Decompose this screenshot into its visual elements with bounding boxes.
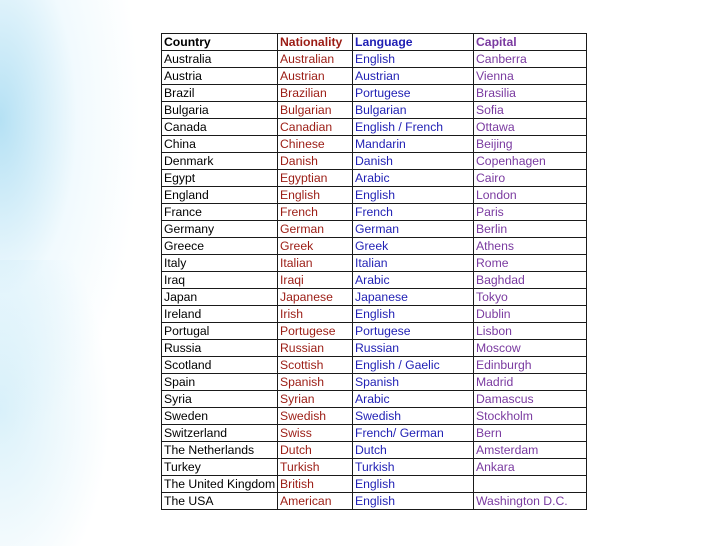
table-row xyxy=(162,374,587,391)
table-row xyxy=(162,442,587,459)
table-row xyxy=(162,204,587,221)
cell-capital: Lisbon xyxy=(474,323,587,340)
table-row xyxy=(162,459,587,476)
table-row xyxy=(162,272,587,289)
cell-nationality: Canadian xyxy=(278,119,353,136)
cell-nationality: Austrian xyxy=(278,68,353,85)
cell-country: Germany xyxy=(162,221,278,238)
cell-capital: Canberra xyxy=(474,51,587,68)
table-row xyxy=(162,221,587,238)
cell-language: Dutch xyxy=(353,442,474,459)
cell-country: The United Kingdom xyxy=(162,476,278,493)
cell-language: English xyxy=(353,493,474,510)
slide-decoration-lower xyxy=(0,260,120,546)
cell-nationality: Bulgarian xyxy=(278,102,353,119)
cell-nationality: French xyxy=(278,204,353,221)
cell-country: Egypt xyxy=(162,170,278,187)
cell-nationality: Russian xyxy=(278,340,353,357)
cell-country: England xyxy=(162,187,278,204)
cell-nationality: Italian xyxy=(278,255,353,272)
cell-language: Turkish xyxy=(353,459,474,476)
table-row xyxy=(162,493,587,510)
cell-capital: Paris xyxy=(474,204,587,221)
cell-language: Arabic xyxy=(353,170,474,187)
cell-language: Italian xyxy=(353,255,474,272)
cell-nationality: Swiss xyxy=(278,425,353,442)
cell-capital: Baghdad xyxy=(474,272,587,289)
cell-country: Australia xyxy=(162,51,278,68)
header-capital: Capital xyxy=(474,34,587,51)
cell-nationality: Portugese xyxy=(278,323,353,340)
table-row xyxy=(162,68,587,85)
cell-country: Spain xyxy=(162,374,278,391)
table-row xyxy=(162,102,587,119)
cell-country: France xyxy=(162,204,278,221)
cell-language: Japanese xyxy=(353,289,474,306)
cell-language: English xyxy=(353,187,474,204)
table-row xyxy=(162,289,587,306)
table-row xyxy=(162,238,587,255)
cell-language: English xyxy=(353,51,474,68)
cell-country: Syria xyxy=(162,391,278,408)
cell-capital: Moscow xyxy=(474,340,587,357)
cell-country: China xyxy=(162,136,278,153)
cell-capital: Ankara xyxy=(474,459,587,476)
cell-nationality: Syrian xyxy=(278,391,353,408)
cell-country: Ireland xyxy=(162,306,278,323)
cell-capital: Athens xyxy=(474,238,587,255)
cell-capital: Ottawa xyxy=(474,119,587,136)
cell-nationality: Greek xyxy=(278,238,353,255)
cell-capital xyxy=(474,476,587,493)
cell-country: Portugal xyxy=(162,323,278,340)
cell-language: Arabic xyxy=(353,272,474,289)
cell-country: Denmark xyxy=(162,153,278,170)
cell-capital: Beijing xyxy=(474,136,587,153)
cell-nationality: German xyxy=(278,221,353,238)
cell-language: Arabic xyxy=(353,391,474,408)
cell-language: Swedish xyxy=(353,408,474,425)
cell-language: Portugese xyxy=(353,85,474,102)
cell-nationality: Swedish xyxy=(278,408,353,425)
cell-nationality: Japanese xyxy=(278,289,353,306)
cell-capital: Sofia xyxy=(474,102,587,119)
table-row xyxy=(162,306,587,323)
cell-country: Bulgaria xyxy=(162,102,278,119)
cell-country: The Netherlands xyxy=(162,442,278,459)
cell-language: Portugese xyxy=(353,323,474,340)
table-row xyxy=(162,187,587,204)
cell-capital: Berlin xyxy=(474,221,587,238)
cell-capital: Stockholm xyxy=(474,408,587,425)
cell-capital: Bern xyxy=(474,425,587,442)
cell-language: English xyxy=(353,306,474,323)
cell-capital: Copenhagen xyxy=(474,153,587,170)
header-language: Language xyxy=(353,34,474,51)
table-row xyxy=(162,119,587,136)
table-row xyxy=(162,323,587,340)
cell-nationality: Turkish xyxy=(278,459,353,476)
table-row xyxy=(162,357,587,374)
cell-country: Turkey xyxy=(162,459,278,476)
cell-nationality: Danish xyxy=(278,153,353,170)
cell-capital: Amsterdam xyxy=(474,442,587,459)
cell-language: Mandarin xyxy=(353,136,474,153)
cell-country: Italy xyxy=(162,255,278,272)
cell-country: Japan xyxy=(162,289,278,306)
cell-capital: Brasilia xyxy=(474,85,587,102)
cell-nationality: American xyxy=(278,493,353,510)
cell-language: Greek xyxy=(353,238,474,255)
header-country: Country xyxy=(162,34,278,51)
cell-language: French xyxy=(353,204,474,221)
cell-nationality: Iraqi xyxy=(278,272,353,289)
cell-capital: Vienna xyxy=(474,68,587,85)
table-header-row xyxy=(162,34,587,51)
cell-capital: Damascus xyxy=(474,391,587,408)
cell-nationality: Dutch xyxy=(278,442,353,459)
cell-country: Austria xyxy=(162,68,278,85)
cell-language: Spanish xyxy=(353,374,474,391)
cell-country: Russia xyxy=(162,340,278,357)
header-nationality: Nationality xyxy=(278,34,353,51)
cell-language: English xyxy=(353,476,474,493)
table-row xyxy=(162,340,587,357)
cell-language: French/ German xyxy=(353,425,474,442)
cell-country: Scotland xyxy=(162,357,278,374)
table-row xyxy=(162,136,587,153)
cell-country: Greece xyxy=(162,238,278,255)
cell-language: English / Gaelic xyxy=(353,357,474,374)
cell-capital: Rome xyxy=(474,255,587,272)
cell-capital: Tokyo xyxy=(474,289,587,306)
table-row xyxy=(162,255,587,272)
cell-language: Danish xyxy=(353,153,474,170)
cell-country: Iraq xyxy=(162,272,278,289)
table-row xyxy=(162,476,587,493)
table-row xyxy=(162,408,587,425)
cell-nationality: Scottish xyxy=(278,357,353,374)
table-row xyxy=(162,85,587,102)
country-table xyxy=(161,33,587,510)
cell-capital: Cairo xyxy=(474,170,587,187)
cell-language: Bulgarian xyxy=(353,102,474,119)
cell-capital: Dublin xyxy=(474,306,587,323)
cell-nationality: Irish xyxy=(278,306,353,323)
table-row xyxy=(162,51,587,68)
table-row xyxy=(162,425,587,442)
cell-capital: Edinburgh xyxy=(474,357,587,374)
cell-nationality: Australian xyxy=(278,51,353,68)
cell-country: Brazil xyxy=(162,85,278,102)
cell-nationality: British xyxy=(278,476,353,493)
cell-capital: London xyxy=(474,187,587,204)
table-row xyxy=(162,170,587,187)
cell-nationality: Spanish xyxy=(278,374,353,391)
cell-country: The USA xyxy=(162,493,278,510)
cell-country: Switzerland xyxy=(162,425,278,442)
cell-nationality: Egyptian xyxy=(278,170,353,187)
cell-capital: Washington D.C. xyxy=(474,493,587,510)
cell-nationality: English xyxy=(278,187,353,204)
table-row xyxy=(162,391,587,408)
cell-nationality: Chinese xyxy=(278,136,353,153)
cell-language: German xyxy=(353,221,474,238)
table-row xyxy=(162,153,587,170)
cell-language: English / French xyxy=(353,119,474,136)
cell-language: Russian xyxy=(353,340,474,357)
cell-language: Austrian xyxy=(353,68,474,85)
cell-nationality: Brazilian xyxy=(278,85,353,102)
cell-country: Canada xyxy=(162,119,278,136)
cell-capital: Madrid xyxy=(474,374,587,391)
cell-country: Sweden xyxy=(162,408,278,425)
